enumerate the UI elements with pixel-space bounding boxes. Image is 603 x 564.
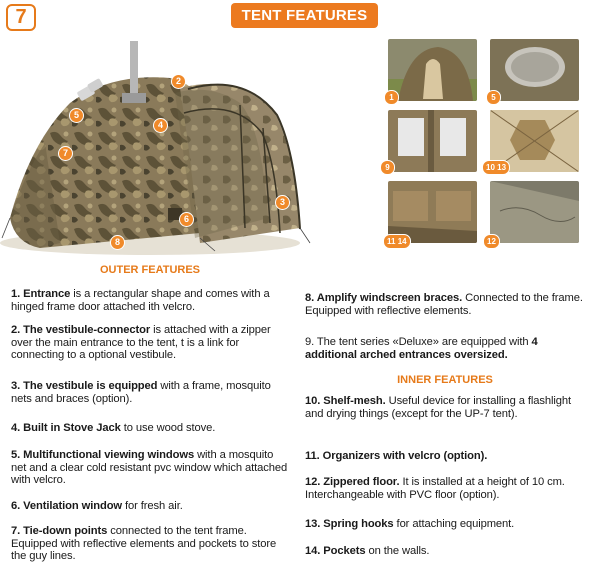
inner-features-heading: INNER FEATURES bbox=[397, 374, 493, 386]
thumb-marker-9: 9 bbox=[380, 160, 395, 175]
thumb-marker-11-14: 11 14 bbox=[383, 234, 411, 249]
photo-organizers bbox=[388, 110, 477, 172]
thumb-marker-10-13: 10 13 bbox=[482, 160, 510, 175]
feature-item-8: 8. Amplify windscreen braces. Connected to the frame. Equipped with reflective elements. bbox=[305, 292, 583, 317]
photo-floor bbox=[490, 181, 579, 243]
thumb-marker-1: 1 bbox=[384, 90, 399, 105]
tent-image bbox=[0, 33, 312, 263]
feature-item-7: 7. Tie-down points connected to the tent frame. Equipped with reflective elements and pockets to store the guy lines. bbox=[11, 525, 277, 562]
feature-item-1: 1. Entrance is a rectangular shape and comes with a hinged frame door attached ith velcro. bbox=[11, 288, 270, 313]
tent-marker-4: 4 bbox=[153, 118, 168, 133]
outer-features-heading: OUTER FEATURES bbox=[99, 264, 201, 276]
tent-marker-3: 3 bbox=[275, 195, 290, 210]
feature-item-5: 5. Multifunctional viewing windows with a mosquito net and a clear cold resistant pvc window which attached with velcro. bbox=[11, 449, 288, 486]
feature-item-10: 10. Shelf-mesh. Useful device for installing a flashlight and drying things (except for the UP-7 tent). bbox=[305, 395, 572, 420]
feature-item-2: 2. The vestibule-connector is attached with a zipper over the main entrance to the tent, t is a link for connecting to a optional vestibule. bbox=[11, 324, 271, 361]
tent-marker-6: 6 bbox=[179, 212, 194, 227]
section-number-badge: 7 bbox=[6, 4, 36, 31]
feature-item-14: 14. Pockets on the walls. bbox=[305, 545, 430, 557]
tent-marker-5: 5 bbox=[69, 108, 84, 123]
feature-item-12: 12. Zippered floor. It is installed at a height of 10 cm. Interchangeable with PVC floor (option). bbox=[305, 476, 565, 501]
feature-item-11: 11. Organizers with velcro (option). bbox=[305, 450, 488, 462]
tent-illustration bbox=[0, 33, 312, 263]
tent-marker-2: 2 bbox=[171, 74, 186, 89]
feature-item-6: 6. Ventilation window for fresh air. bbox=[11, 500, 183, 512]
photo-window bbox=[490, 39, 579, 101]
photo-entrance bbox=[388, 39, 477, 101]
tent-marker-7: 7 bbox=[58, 146, 73, 161]
feature-item-3: 3. The vestibule is equipped with a frame, mosquito nets and braces (option). bbox=[11, 380, 271, 405]
tent-marker-8: 8 bbox=[110, 235, 125, 250]
feature-item-13: 13. Spring hooks for attaching equipment. bbox=[305, 518, 515, 530]
thumb-marker-12: 12 bbox=[483, 234, 500, 249]
feature-item-9: 9. The tent series «Deluxe» are equipped with 4 additional arched entrances oversized. bbox=[305, 336, 538, 361]
page-title-banner: TENT FEATURES bbox=[231, 3, 378, 28]
feature-item-4: 4. Built in Stove Jack to use wood stove. bbox=[11, 422, 216, 434]
thumb-marker-5: 5 bbox=[486, 90, 501, 105]
